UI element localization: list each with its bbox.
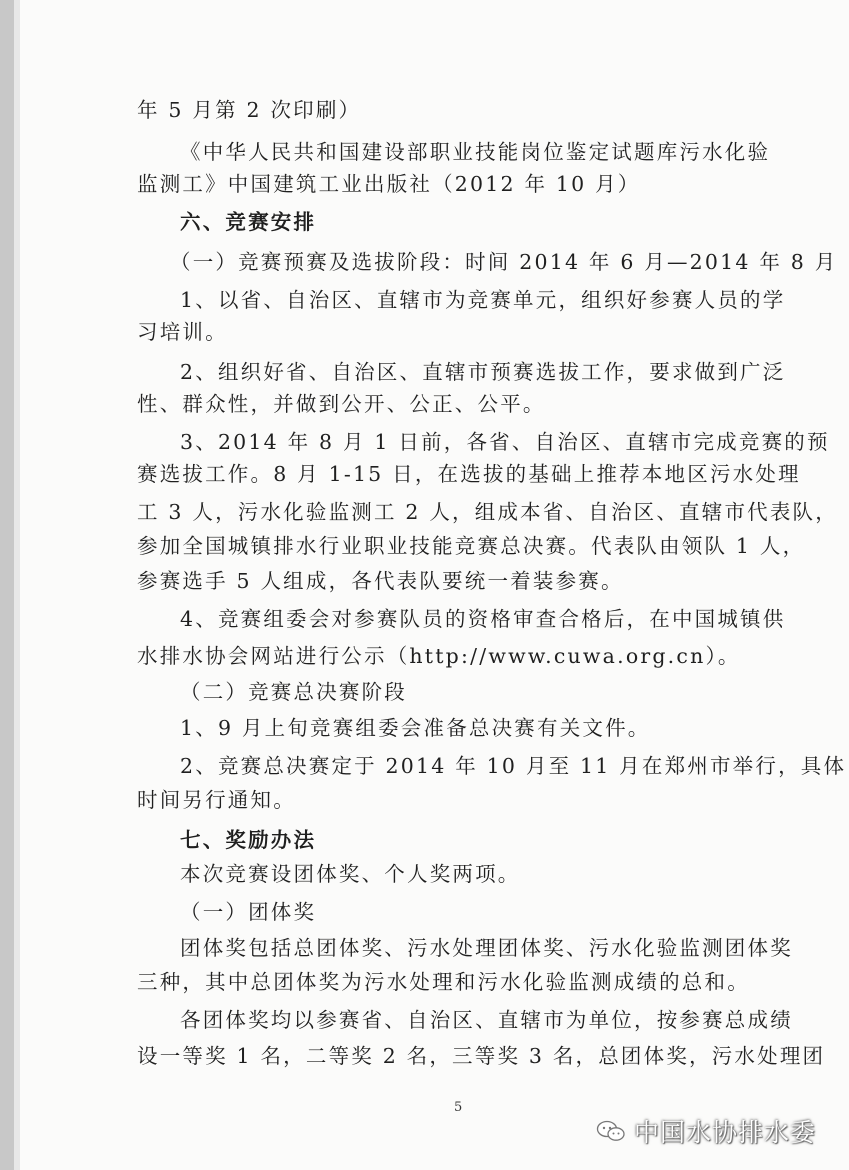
- wechat-icon: [596, 1119, 626, 1143]
- text-line: 赛选拔工作。8 月 1-15 日，在选拔的基础上推荐本地区污水处理: [137, 462, 801, 486]
- text-line: 《中华人民共和国建设部职业技能岗位鉴定试题库污水化验: [180, 140, 771, 164]
- text-line: （一）团体奖: [180, 900, 317, 924]
- page-number: 5: [454, 1100, 463, 1115]
- section-heading: 六、竞赛安排: [180, 210, 317, 234]
- text-line: 1、以省、自治区、直辖市为竞赛单元，组织好参赛人员的学: [180, 288, 786, 312]
- text-line: 性、群众性，并做到公开、公正、公平。: [137, 392, 546, 416]
- text-line: 1、9 月上旬竞赛组委会准备总决赛有关文件。: [180, 716, 651, 740]
- text-line: 2、组织好省、自治区、直辖市预赛选拔工作，要求做到广泛: [180, 360, 786, 384]
- scan-edge: [0, 0, 14, 1170]
- text-line: 参加全国城镇排水行业职业技能竞赛总决赛。代表队由领队 1 人，: [137, 534, 806, 558]
- text-line: （一）竞赛预赛及选拔阶段：时间 2014 年 6 月—2014 年 8 月: [170, 250, 838, 274]
- text-line: 团体奖包括总团体奖、污水处理团体奖、污水化验监测团体奖: [180, 936, 793, 960]
- text-line: 本次竞赛设团体奖、个人奖两项。: [180, 862, 521, 886]
- text-line: 时间另行通知。: [137, 788, 296, 812]
- text-line: （二）竞赛总决赛阶段: [180, 680, 407, 704]
- text-line: 参赛选手 5 人组成，各代表队要统一着装参赛。: [137, 569, 624, 593]
- text-line: 2、竞赛总决赛定于 2014 年 10 月至 11 月在郑州市举行，具体: [180, 754, 847, 778]
- text-line: 工 3 人，污水化验监测工 2 人，组成本省、自治区、直辖市代表队，: [137, 500, 838, 524]
- text-line: 设一等奖 1 名，二等奖 2 名，三等奖 3 名，总团体奖，污水处理团: [137, 1044, 826, 1068]
- text-line: 各团体奖均以参赛省、自治区、直辖市为单位，按参赛总成绩: [180, 1008, 793, 1032]
- text-line: 习培训。: [137, 320, 228, 344]
- watermark: [596, 1113, 816, 1149]
- text-line: 3、2014 年 8 月 1 日前，各省、自治区、直辖市完成竞赛的预: [180, 430, 830, 454]
- text-line: 4、竞赛组委会对参赛队员的资格审查合格后，在中国城镇供: [180, 607, 786, 631]
- text-line: 三种，其中总团体奖为污水处理和污水化验监测成绩的总和。: [137, 970, 750, 994]
- section-heading: 七、奖励办法: [180, 828, 317, 852]
- watermark-text: 中国水协排水委: [634, 1118, 817, 1147]
- text-line: 监测工》中国建筑工业出版社（2012 年 10 月）: [137, 172, 641, 196]
- text-line: 水排水协会网站进行公示（http://www.cuwa.org.cn）。: [137, 644, 741, 668]
- text-line: 年 5 月第 2 次印刷）: [137, 98, 362, 122]
